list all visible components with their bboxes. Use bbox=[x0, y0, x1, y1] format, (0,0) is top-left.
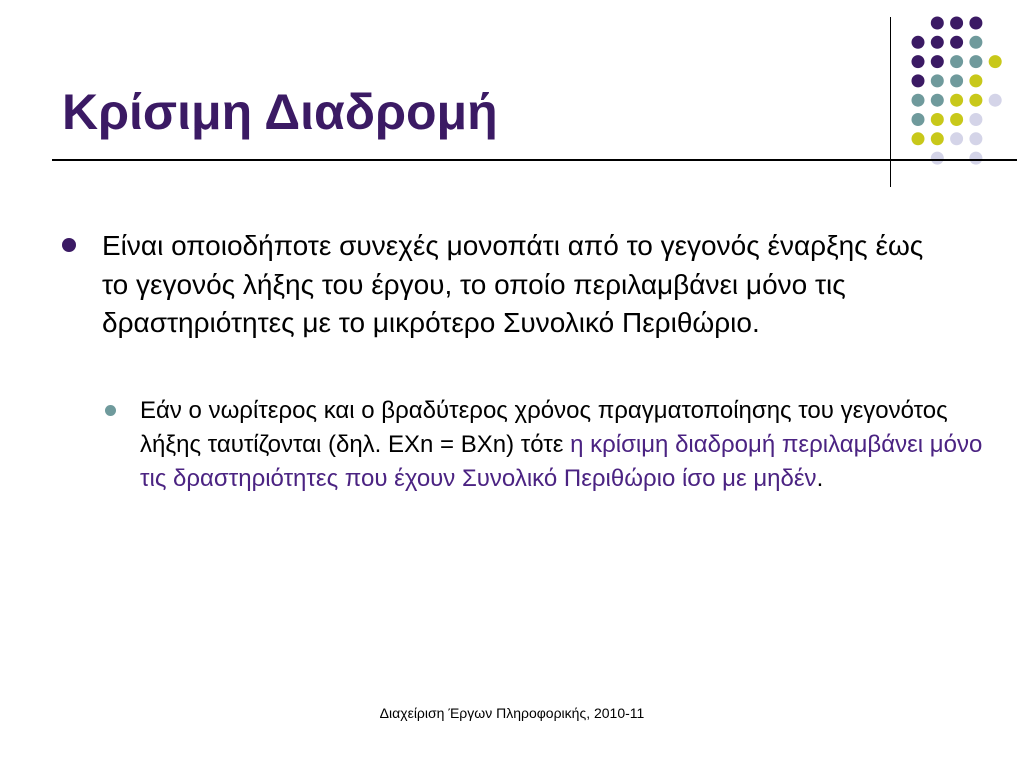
vertical-divider bbox=[890, 17, 891, 187]
decorative-dot bbox=[950, 132, 963, 145]
slide-title: Κρίσιμη Διαδρομή bbox=[62, 84, 498, 140]
decorative-dot bbox=[950, 55, 963, 68]
decorative-dot bbox=[969, 94, 982, 107]
sub-bullet-dot-icon bbox=[105, 405, 116, 416]
decorative-dot bbox=[969, 113, 982, 126]
slide-footer: Διαχείριση Έργων Πληροφορικής, 2010-11 bbox=[379, 705, 645, 721]
decorative-dot bbox=[931, 94, 944, 107]
decorative-dot bbox=[950, 74, 963, 87]
decorative-dot bbox=[969, 132, 982, 145]
decorative-dot bbox=[912, 113, 925, 126]
sub-bullet-text bbox=[140, 394, 990, 496]
decorative-dot bbox=[989, 55, 1002, 68]
bullet-dot-icon bbox=[62, 238, 76, 252]
decorative-dot bbox=[912, 55, 925, 68]
decorative-dot bbox=[989, 94, 1002, 107]
decorative-dot bbox=[950, 94, 963, 107]
decorative-dot bbox=[912, 74, 925, 87]
decorative-dot bbox=[969, 55, 982, 68]
sub-bullet-text-highlight: η κρίσιμη διαδρομή περιλαμβάνει μόνο τις δραστηριότητες που έχουν Συνολικό Περιθώριο ίσο με μηδέν bbox=[140, 431, 983, 492]
decorative-dot bbox=[950, 17, 963, 30]
decorative-dot bbox=[931, 132, 944, 145]
decorative-dot bbox=[969, 74, 982, 87]
decorative-dot bbox=[931, 17, 944, 30]
decorative-dot bbox=[912, 36, 925, 49]
decorative-dot bbox=[969, 17, 982, 30]
bullet-text: Είναι οποιοδήποτε συνεχές μονοπάτι από το γεγονός έναρξης έως το γεγονός λήξης του έργου, το οποίο περιλαμβάνει μόνο τις δραστηριότητες με το μικρότερο Συνολικό Περιθώριο. bbox=[102, 230, 924, 338]
decorative-dot bbox=[912, 94, 925, 107]
decorative-dot bbox=[969, 36, 982, 49]
sub-bullet-text-suffix: . bbox=[816, 465, 824, 492]
decorative-dot bbox=[950, 36, 963, 49]
decorative-dot bbox=[931, 74, 944, 87]
decorative-dot bbox=[931, 55, 944, 68]
decorative-dot bbox=[931, 113, 944, 126]
decorative-dot bbox=[931, 36, 944, 49]
decorative-dot bbox=[912, 132, 925, 145]
sub-bullet-text-prefix: Εάν ο νωρίτερος και ο βραδύτερος χρόνος πραγματοποίησης του γεγονότος λήξης ταυτίζονται (δηλ. ΕΧn = ΒΧn) τότε bbox=[140, 397, 948, 458]
title-divider bbox=[52, 159, 1017, 161]
decorative-dot bbox=[950, 113, 963, 126]
